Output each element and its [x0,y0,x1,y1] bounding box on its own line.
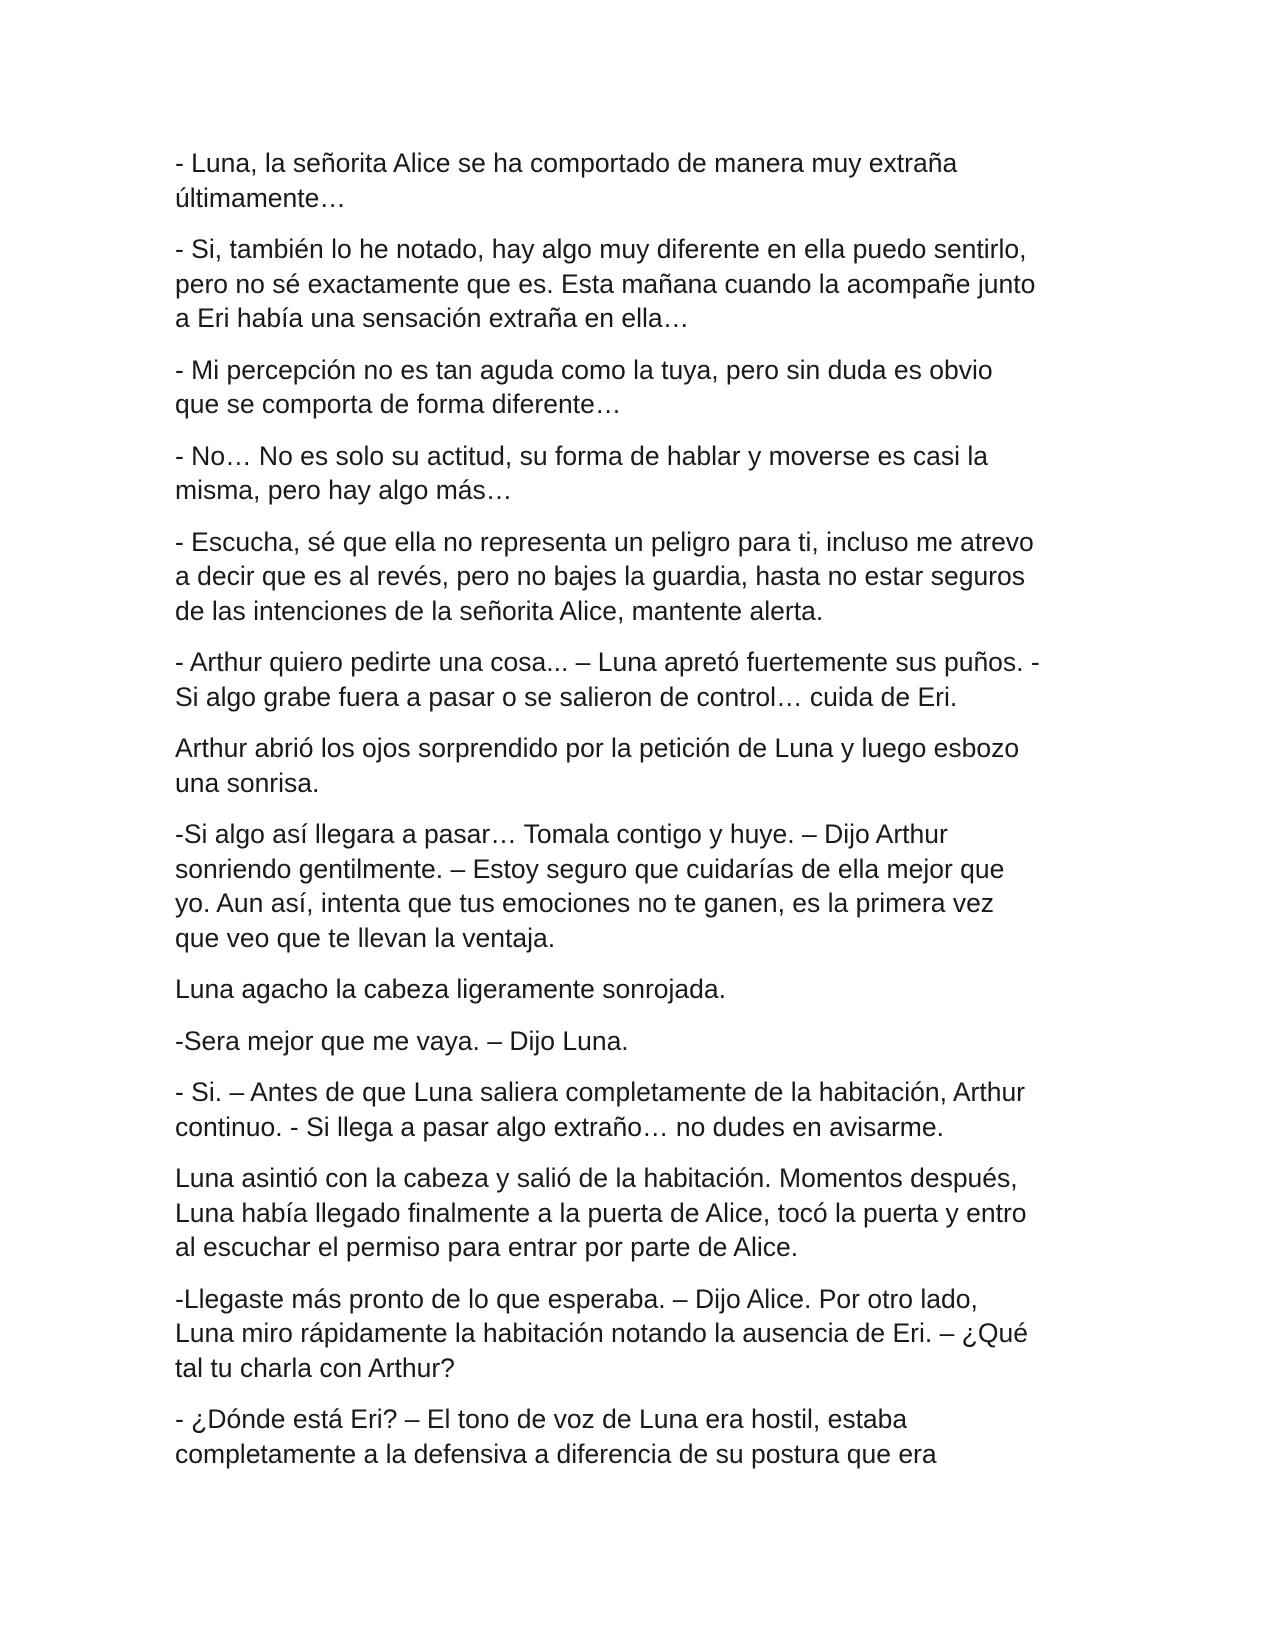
text-line: pero no sé exactamente que es. Esta mañana cuando la acompañe junto [175,268,1036,299]
text-line: - Escucha, sé que ella no representa un peligro para ti, incluso me atrevo [175,526,1034,557]
text-line: -Llegaste más pronto de lo que esperaba. – Dijo Alice. Por otro lado, [175,1283,978,1314]
text-line: - Mi percepción no es tan aguda como la tuya, pero sin duda es obvio [175,354,993,385]
paragraph [175,1282,1100,1386]
paragraph [175,232,1100,336]
text-line: Luna asintió con la cabeza y salió de la habitación. Momentos después, [175,1163,1018,1193]
text-line: - Arthur quiero pedirte una cosa... – Luna apretó fuertemente sus puños. - [175,647,1040,677]
paragraph [175,525,1100,629]
text-line: - ¿Dónde está Eri? – El tono de voz de Luna era hostil, estaba [175,1404,908,1434]
paragraph [175,353,1100,422]
paragraph [175,1024,1100,1059]
text-line: una sonrisa. [175,767,320,798]
paragraph [175,439,1100,508]
text-line: al escuchar el permiso para entrar por parte de Alice. [175,1232,799,1262]
text-line: que veo que te llevan la ventaja. [175,922,556,953]
paragraph [175,817,1100,955]
document-body [175,146,1100,1488]
text-line: que se comporta de forma diferente… [175,389,622,419]
text-line: completamente a la defensiva a diferencia de su postura que era [175,1438,937,1469]
text-line: últimamente… [175,182,346,213]
paragraph [175,972,1100,1007]
text-line: misma, pero hay algo más… [175,475,513,505]
text-line: continuo. - Si llega a pasar algo extraño… no dudes en avisarme. [175,1111,944,1142]
paragraph [175,146,1100,215]
text-line: de las intenciones de la señorita Alice, mantente alerta. [175,595,824,626]
text-line: Luna había llegado finalmente a la puerta de Alice, tocó la puerta y entro [175,1197,1027,1228]
text-line: Si algo grabe fuera a pasar o se salieron de control… cuida de Eri. [175,681,958,712]
text-line: yo. Aun así, intenta que tus emociones no te ganen, es la primera vez [175,888,995,918]
paragraph [175,1075,1100,1144]
text-line: - Si, también lo he notado, hay algo muy diferente en ella puedo sentirlo, [175,234,1027,264]
text-line: -Si algo así llegara a pasar… Tomala contigo y huye. – Dijo Arthur [175,819,948,849]
text-line: -Sera mejor que me vaya. – Dijo Luna. [175,1025,629,1056]
text-line: a decir que es al revés, pero no bajes la guardia, hasta no estar seguros [175,561,1025,591]
text-line: sonriendo gentilmente. – Estoy seguro que cuidarías de ella mejor que [175,853,1005,884]
text-line: - Luna, la señorita Alice se ha comportado de manera muy extraña [175,148,958,178]
text-line: a Eri había una sensación extraña en ella… [175,303,690,333]
text-line: Luna agacho la cabeza ligeramente sonrojada. [175,974,727,1004]
text-line: - Si. – Antes de que Luna saliera completamente de la habitación, Arthur [175,1077,1026,1107]
paragraph [175,1402,1100,1471]
text-line: tal tu charla con Arthur? [175,1352,455,1383]
paragraph [175,645,1100,714]
text-line: - No… No es solo su actitud, su forma de hablar y moverse es casi la [175,440,989,471]
text-line: Arthur abrió los ojos sorprendido por la petición de Luna y luego esbozo [175,733,1020,763]
text-line: Luna miro rápidamente la habitación notando la ausencia de Eri. – ¿Qué [175,1318,1028,1348]
paragraph [175,731,1100,800]
paragraph [175,1161,1100,1265]
